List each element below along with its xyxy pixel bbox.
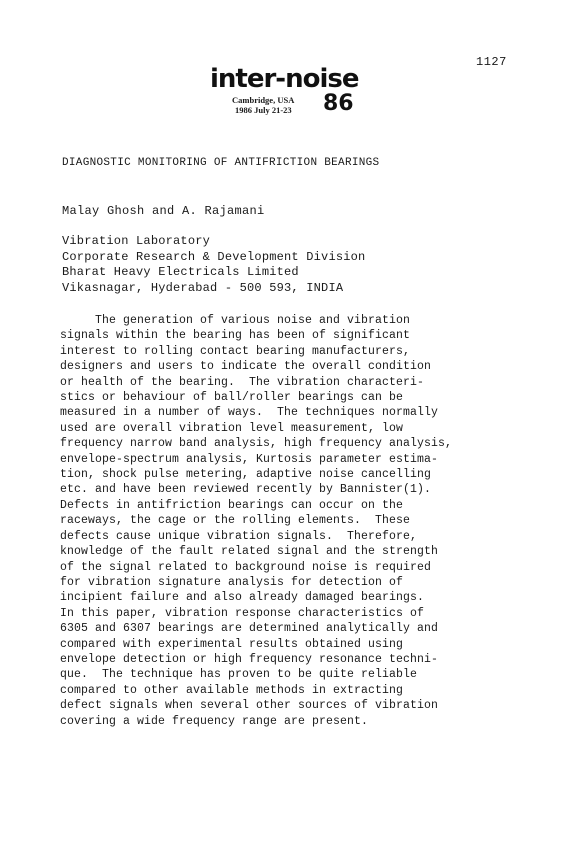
abstract-line: of the signal related to background noise is required bbox=[60, 560, 432, 574]
abstract-line: incipient failure and also already damaged bearings. bbox=[60, 591, 425, 605]
abstract-line: envelope-spectrum analysis, Kurtosis parameter estima- bbox=[60, 452, 439, 466]
abstract-line: que. The technique has proven to be quite reliable bbox=[60, 668, 418, 682]
abstract-line: or health of the bearing. The vibration characteri- bbox=[60, 375, 425, 389]
abstract-line: compared with experimental results obtained using bbox=[60, 637, 404, 651]
abstract-line: interest to rolling contact bearing manufacturers, bbox=[60, 344, 411, 358]
conference-logo bbox=[210, 64, 360, 154]
abstract-line: raceways, the cage or the rolling elements. These bbox=[60, 514, 411, 528]
affiliation-line: Corporate Research & Development Division bbox=[62, 249, 366, 264]
abstract-line: The generation of various noise and vibration bbox=[60, 314, 411, 327]
abstract-line: used are overall vibration level measurement, low bbox=[60, 421, 404, 435]
affiliation-line: Vibration Laboratory bbox=[62, 234, 211, 248]
affiliation-line: Vikasnagar, Hyderabad - 500 593, INDIA bbox=[62, 280, 344, 295]
abstract-line: tion, shock pulse metering, adaptive noise cancelling bbox=[60, 468, 432, 482]
abstract-line: defects cause unique vibration signals. Therefore, bbox=[60, 529, 418, 543]
abstract-line: envelope detection or high frequency resonance techni- bbox=[60, 652, 439, 666]
abstract-line: defect signals when several other sources of vibration bbox=[60, 699, 439, 713]
abstract-line: measured in a number of ways. The techniques normally bbox=[60, 406, 439, 420]
abstract-line: designers and users to indicate the overall condition bbox=[60, 360, 432, 374]
page-number: 1127 bbox=[476, 55, 507, 69]
logo-year: 86 bbox=[323, 91, 354, 116]
logo-wordmark: inter-noise bbox=[210, 64, 359, 94]
logo-dates: 1986 July 21-23 bbox=[235, 105, 292, 115]
abstract-line: In this paper, vibration response characteristics of bbox=[60, 606, 425, 620]
abstract-line: etc. and have been reviewed recently by Bannister(1). bbox=[60, 483, 432, 497]
abstract-line: covering a wide frequency range are present. bbox=[60, 714, 369, 728]
abstract-line: compared to other available methods in extracting bbox=[60, 683, 404, 697]
abstract-line: knowledge of the fault related signal and the strength bbox=[60, 545, 439, 559]
affiliation bbox=[62, 234, 365, 296]
authors: Malay Ghosh and A. Rajamani bbox=[62, 204, 265, 218]
abstract-line: stics or behaviour of ball/roller bearings can be bbox=[60, 391, 404, 405]
logo-location: Cambridge, USA bbox=[232, 95, 295, 105]
abstract-line: for vibration signature analysis for detection of bbox=[60, 575, 404, 589]
abstract-body bbox=[60, 313, 510, 729]
abstract-line: Defects in antifriction bearings can occur on the bbox=[60, 498, 404, 512]
abstract-line: signals within the bearing has been of significant bbox=[60, 329, 411, 343]
affiliation-line: Bharat Heavy Electricals Limited bbox=[62, 265, 299, 279]
abstract-line: frequency narrow band analysis, high frequency analysis, bbox=[60, 437, 453, 451]
paper-title: DIAGNOSTIC MONITORING OF ANTIFRICTION BEARINGS bbox=[62, 157, 380, 169]
abstract-line: 6305 and 6307 bearings are determined analytically and bbox=[60, 622, 439, 636]
